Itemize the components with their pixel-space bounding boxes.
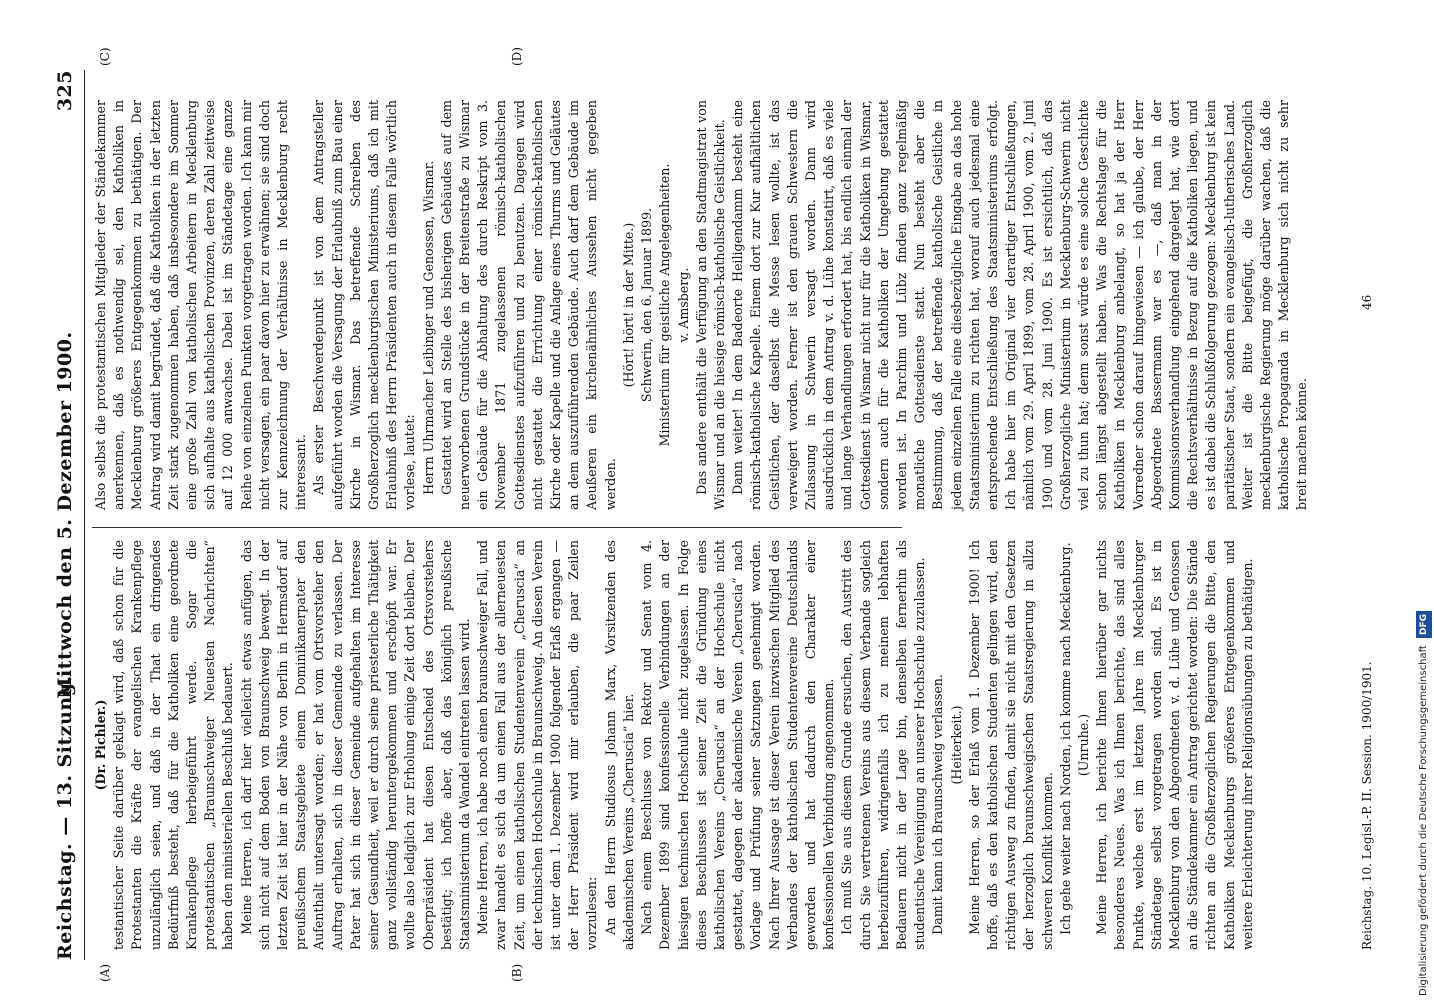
paragraph: Also selbst die protestantischen Mitglieder der Ständekammer anerkennen, daß es nothwendig sei, den Katholiken in Mecklenburg größeres Entgegenkommen zu bethätigen. Der Antrag wird damit begründet, daß die Katholiken in der letzten Zeit stark zugenommen haben, daß insbesondere im Sommer eine große Zahl von katholischen Arbeitern in Mecklenburg sich aufhalte aus katholischen Provinzen, deren Zahl zeitweise auf 12 000 anwachse. Dabei ist im Ständetage eine ganze Reihe von einzelnen Punkten vorgetragen worden. Ich kann mir nicht versagen, ein paar davon hier zu erwähnen; sie sind doch zur Kennzeichnung der Verhältnisse in Mecklenburg recht interessant. <box>93 100 309 510</box>
watermark-text-row <box>1416 6 1432 996</box>
quote-date: Schwerin, den 6. Januar 1899. <box>639 207 655 403</box>
interjection: (Heiterkeit.) <box>948 705 964 785</box>
paragraph: Meine Herren, ich darf hier vielleicht etwas anfügen, das sich nicht auf dem Boden von Braunschweig bewegt. In der letzten Zeit ist hier in der Nähe von Berlin in Hermsdorf auf preußischem Staatsgebiete einem Dominikanerpater den Aufenthalt untersagt worden; er hat vom Ortsvorsteher den Auftrag erhalten, sich in dieser Gemeinde zu verlassen. Der Pater hat sich in dieser Gemeinde aufgehalten im Interesse seiner Gesundheit, weil er durch seine priesterliche Thätigkeit ganz vollständig heruntergekommen und erschöpft war. Er wollte also lediglich zur Erholung einige Zeit dort bleiben. Der Oberpräsident hat diesen Entscheid des Ortsvorstehers bestätigt; ich hoffe aber, daß das königlich preußische Staatsministerium da Wandel eintreten lassen wird. <box>238 540 473 950</box>
paragraph: Meine Herren, ich berichte Ihnen hierüber gar nichts besonderes Neues. Was ich Ihnen berichte, das sind alles Punkte, welche erst im letzten Jahre im Mecklenburger Ständetage selbst vorgetragen worden sind. Es ist in Mecklenburg von den Abgeordneten v. d. Lühe und Genossen an die Ständekammer ein Antrag gerichtet worden: Die Stände richten an die Großherzoglichen Regierungen die Bitte, den Katholiken Mecklenburgs größeres Entgegenkommen und weitere Erleichterung ihrer Religionsübungen zu bethätigen. <box>1094 540 1255 950</box>
left-column <box>92 540 1255 950</box>
paragraph: Ich gehe weiter nach Norden, ich komme nach Mecklenburg. <box>1057 542 1073 935</box>
rotated-page <box>40 40 1410 990</box>
interjection: (Unruhe.) <box>1075 713 1091 777</box>
paragraph: Das andere enthält die Verfügung an den Stadtmagistrat von Wismar und an die hiesige römisch-katholische Geistlichkeit. <box>693 100 727 510</box>
header-left: Reichstag. — 13. Sitzung. <box>54 675 76 960</box>
paragraph: Dann weiter! In dem Badeorte Heiligendamm besteht eine römisch-katholische Kapelle. Einem dort zur Kur aufhältlichen Geistlichen, der daselbst die Messe lesen wollte, ist das verweigert worden. Ferner ist den grauen Schwestern die Zulassung in Schwerin versagt worden. Dann wird ausdrücklich in dem Antrag v. d. Lühe konstatirt, daß es viele und lange Verhandlungen erfordert hat, bis endlich einmal der Gottesdienst in Wismar nicht nur für die Katholiken in Wismar, sondern auch für die Katholiken der Umgebung gestattet worden ist. In Parchim und Lübz finden ganz regelmäßig monatliche Gottesdienste statt. Nun besteht aber die Bestimmung, daß der betreffende katholische Geistliche in jedem einzelnen Falle eine diesbezügliche Eingabe an das hohe Staatsministerium zu richten hat, worauf auch jedesmal eine entsprechende Entschließung des Staatsministeriums erfolgt. Ich habe hier im Original vier derartiger Entschließungen, nämlich vom 29. April 1899, vom 28. April 1900, vom 2. Juni 1900 und vom 28. Juni 1900. Es ist ersichtlich, daß das Großherzogliche Ministerium in Mecklenburg-Schwerin nicht viel zu thun hat; denn sonst würde es eine solche Geschichte schon längst abgestellt haben. Was die Rechtslage für die Katholiken in Mecklenburg anbelangt, so hat ja der Herr Vorredner schon darauf hingewiesen — ich glaube, der Herr Abgeordnete Bassermann war es —, daß man in der Kommissionsverhandlung eingehend dargelegt hat, wie dort die Rechtsverhältnisse in Bezug auf die Katholiken liegen, und es ist dabei die Schlußfolgerung gezogen: Mecklenburg ist kein paritätischer Staat, sondern ein evangelisch-lutherisches Land. Weiter ist die Bitte beigefügt, die Großherzoglich mecklenburgische Regierung möge darüber wachen, daß die katholische Propaganda in Mecklenburg sich nicht zu sehr breit machen könne. <box>730 100 1310 510</box>
margin-marker-c: (C) <box>98 47 112 66</box>
quoted-paragraph: Nach einem Beschlusse von Rektor und Senat vom 4. Dezember 1899 sind konfessionelle Verbindungen an der hiesigen technischen Hochschule nicht zugelassen. In Folge dieses Beschlusses ist seiner Zeit die Gründung eines katholischen Vereins „Cheruscia“ an der Hochschule nicht gestattet, dagegen der akademische Verein „Cheruscia“ nach Vorlage und Prüfung seiner Satzungen genehmigt worden. Nach Ihrer Aussage ist dieser Verein inzwischen Mitglied des Verbandes der katholischen Studentenvereine Deutschlands geworden und hat dadurch den Charakter einer konfessionellen Verbindung angenommen. <box>639 540 837 950</box>
sheet-number: 46 <box>1360 294 1374 310</box>
quote-signature: v. Amsberg. <box>675 267 691 343</box>
header-date: Mittwoch den 5. Dezember 1900. <box>54 331 76 699</box>
paragraph: Meine Herren, ich habe noch einen braunschweiger Fall, und zwar handelt es sich da um einen Fall aus der allerneuesten Zeit, um einen katholischen Studentenverein „Cheruscia“ an der technischen Hochschule in Braunschweig. An diesen Verein ist unter dem 1. Dezember 1900 folgender Erlaß ergangen — der Herr Präsident wird mir erlauben, die paar Zeilen vorzulesen: <box>475 540 600 950</box>
speaker-label: (Dr. Pichler.) <box>93 699 108 791</box>
header-rule <box>84 70 85 960</box>
page-header <box>54 70 80 960</box>
paragraph: Als erster Beschwerdepunkt ist von dem Antragsteller aufgeführt worden die Versagung der Erlaubniß zum Bau einer Kirche in Wismar. Das betreffende Schreiben des Großherzoglich mecklenburgischen Ministeriums, daß ich mit Erlaubniß des Herrn Präsidenten auch in diesem Falle wörtlich vorlese, lautet: <box>311 100 418 510</box>
margin-marker-b: (B) <box>510 963 524 982</box>
dfg-logo: DFG <box>1416 611 1432 638</box>
dfg-watermark <box>1416 6 1432 996</box>
quote-signatory-office: Ministerium für geistliche Angelegenheiten. <box>657 163 673 447</box>
interjection: (Hört! hört! in der Mitte.) <box>620 222 636 388</box>
right-column <box>92 100 1310 510</box>
column-divider <box>92 527 902 528</box>
quoted-address: Herrn Uhrmacher Leibinger und Genossen, Wismar. <box>420 160 436 495</box>
paragraph: Meine Herren, so der Erlaß vom 1. Dezember 1900! Ich hoffe, daß es den katholischen Studenten gelingen wird, den richtigen Ausweg zu finden, damit sie nicht mit den Gesetzen der herzoglich braunschweigischen Staatsregierung in allzu schweren Konflikt kommen. <box>966 540 1055 950</box>
quoted-paragraph: Gestattet wird an Stelle des bisherigen Gebäudes auf dem neuerworbenen Grundstücke in der Breitenstraße zu Wismar ein Gebäude für die Abhaltung des durch Reskript vom 3. November 1871 zugelassenen römisch-katholischen Gottesdienstes aufzuführen und zu benutzen. Dagegen wird nicht gestattet die Errichtung einer römisch-katholischen Kirche oder Kapelle und die Anlage eines Thurms und Geläutes an dem auszuführenden Gebäude. Auch darf dem Gebäude im Aeußeren ein kirchenähnliches Aussehen nicht gegeben werden. <box>438 100 618 510</box>
quoted-address: An den Herrn Studiosus Johann Marx, Vorsitzenden des akademischen Vereins „Cheruscia“ hier. <box>602 540 636 950</box>
paragraph: Damit kann ich Braunschweig verlassen. <box>930 674 946 935</box>
footer-session-info: Reichstag. 10. Legisl.-P. II. Session. 1900/1901. <box>1360 661 1374 950</box>
margin-marker-d: (D) <box>510 47 524 66</box>
watermark-text: Digitalisierung gefördert durch die Deutsche Forschungsgemeinschaft <box>1418 645 1429 996</box>
margin-marker-a: (A) <box>98 963 112 982</box>
paragraph: testantischer Seite darüber geklagt wird, daß schon für die Protestanten die Kräfte der evangelischen Krankenpflege unzulänglich seien, und daß in der That ein dringendes Bedürfniß besteht, daß für die Katholiken eine geordnete Krankenpflege herbeigeführt werde. Sogar die protestantischen „Braunschweiger Neuesten Nachrichten“ haben den ministeriellen Beschluß bedauert. <box>111 540 236 950</box>
page-number: 325 <box>54 70 76 112</box>
quoted-paragraph: Ich muß Sie aus diesem Grunde ersuchen, den Austritt des durch Sie vertretenen Vereins aus diesem Verbande sogleich herbeizuführen, widrigenfalls ich zu meinem lebhaften Bedauern nicht in der Lage bin, denselben fernerhin als studentische Vereinigung an unserer Hochschule zuzulassen. <box>839 540 928 950</box>
